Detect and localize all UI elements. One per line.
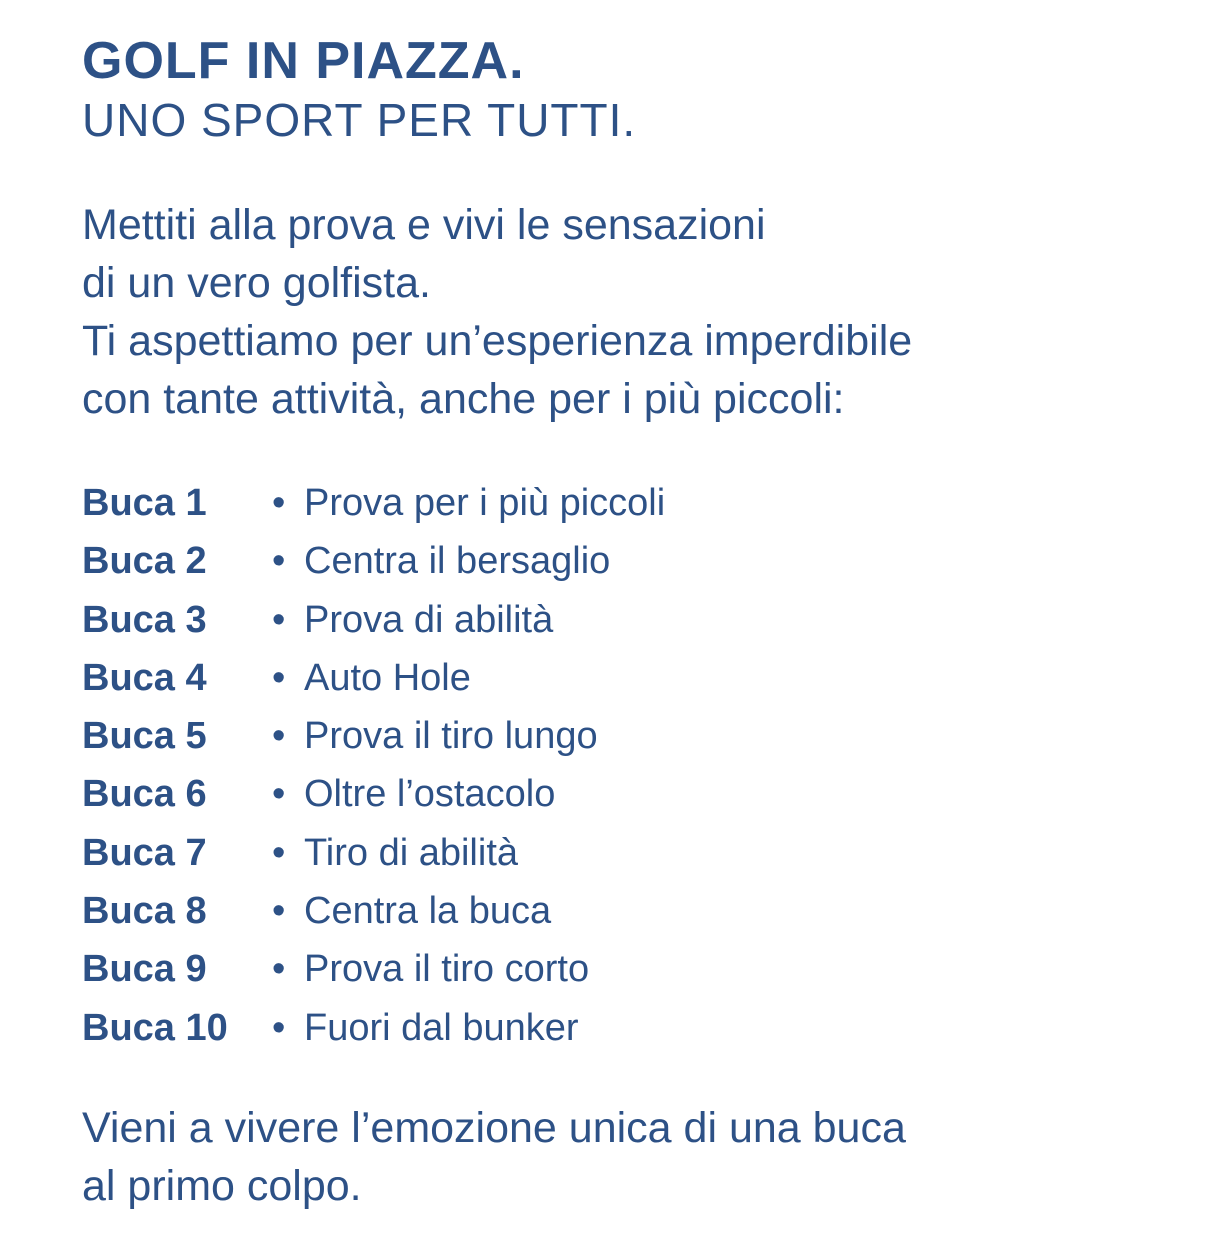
list-item [82, 765, 1191, 823]
bullet-icon: • [272, 1006, 286, 1049]
page-subtitle: UNO SPORT PER TUTTI. [82, 94, 637, 146]
intro-paragraph [82, 196, 1191, 428]
hole-label: Buca 4 [82, 656, 207, 699]
list-item [82, 474, 1191, 532]
hole-description: Prova il tiro corto [304, 948, 590, 991]
hole-label: Buca 9 [82, 948, 207, 991]
hole-description: Prova di abilità [304, 598, 554, 641]
bullet-icon: • [272, 948, 286, 991]
intro-line: Ti aspettiamo per un’esperienza imperdibile [82, 317, 913, 365]
hole-description: Centra la buca [304, 890, 552, 933]
outro-line: al primo colpo. [82, 1161, 362, 1210]
bullet-icon: • [272, 598, 286, 641]
hole-description: Prova per i più piccoli [304, 482, 666, 524]
list-item [82, 940, 1191, 998]
list-item [82, 532, 1191, 590]
hole-label: Buca 2 [82, 540, 207, 583]
page-title: GOLF IN PIAZZA. [82, 32, 525, 90]
outro-line: Vieni a vivere l’emozione unica di una buca [82, 1103, 906, 1152]
list-item [82, 591, 1191, 649]
hole-label: Buca 8 [82, 890, 207, 933]
closing-paragraph [82, 1099, 1191, 1215]
hole-description: Tiro di abilità [304, 831, 519, 874]
hole-description: Auto Hole [304, 656, 471, 699]
hole-description: Fuori dal bunker [304, 1006, 579, 1049]
list-item [82, 649, 1191, 707]
hole-description: Centra il bersaglio [304, 540, 611, 583]
bullet-icon: • [272, 890, 286, 933]
intro-line: di un vero golfista. [82, 259, 431, 307]
hole-label: Buca 6 [82, 773, 207, 816]
intro-line: Mettiti alla prova e vivi le sensazioni [82, 201, 766, 249]
bullet-icon: • [272, 773, 286, 816]
hole-label: Buca 7 [82, 831, 207, 874]
bullet-icon: • [272, 482, 286, 524]
bullet-icon: • [272, 831, 286, 874]
list-item [82, 707, 1191, 765]
hole-label: Buca 5 [82, 715, 207, 758]
hole-description: Oltre l’ostacolo [304, 773, 556, 816]
bullet-icon: • [272, 656, 286, 699]
hole-label: Buca 3 [82, 598, 207, 641]
hole-label: Buca 10 [82, 1006, 228, 1049]
hole-description: Prova il tiro lungo [304, 715, 598, 758]
flyer-content [82, 30, 1191, 1215]
bullet-icon: • [272, 715, 286, 758]
list-item [82, 882, 1191, 940]
bullet-icon: • [272, 540, 286, 583]
hole-label: Buca 1 [82, 482, 207, 524]
intro-line: con tante attività, anche per i più piccoli: [82, 375, 845, 423]
list-item [82, 999, 1191, 1057]
list-item [82, 824, 1191, 882]
holes-list [82, 474, 1191, 1057]
